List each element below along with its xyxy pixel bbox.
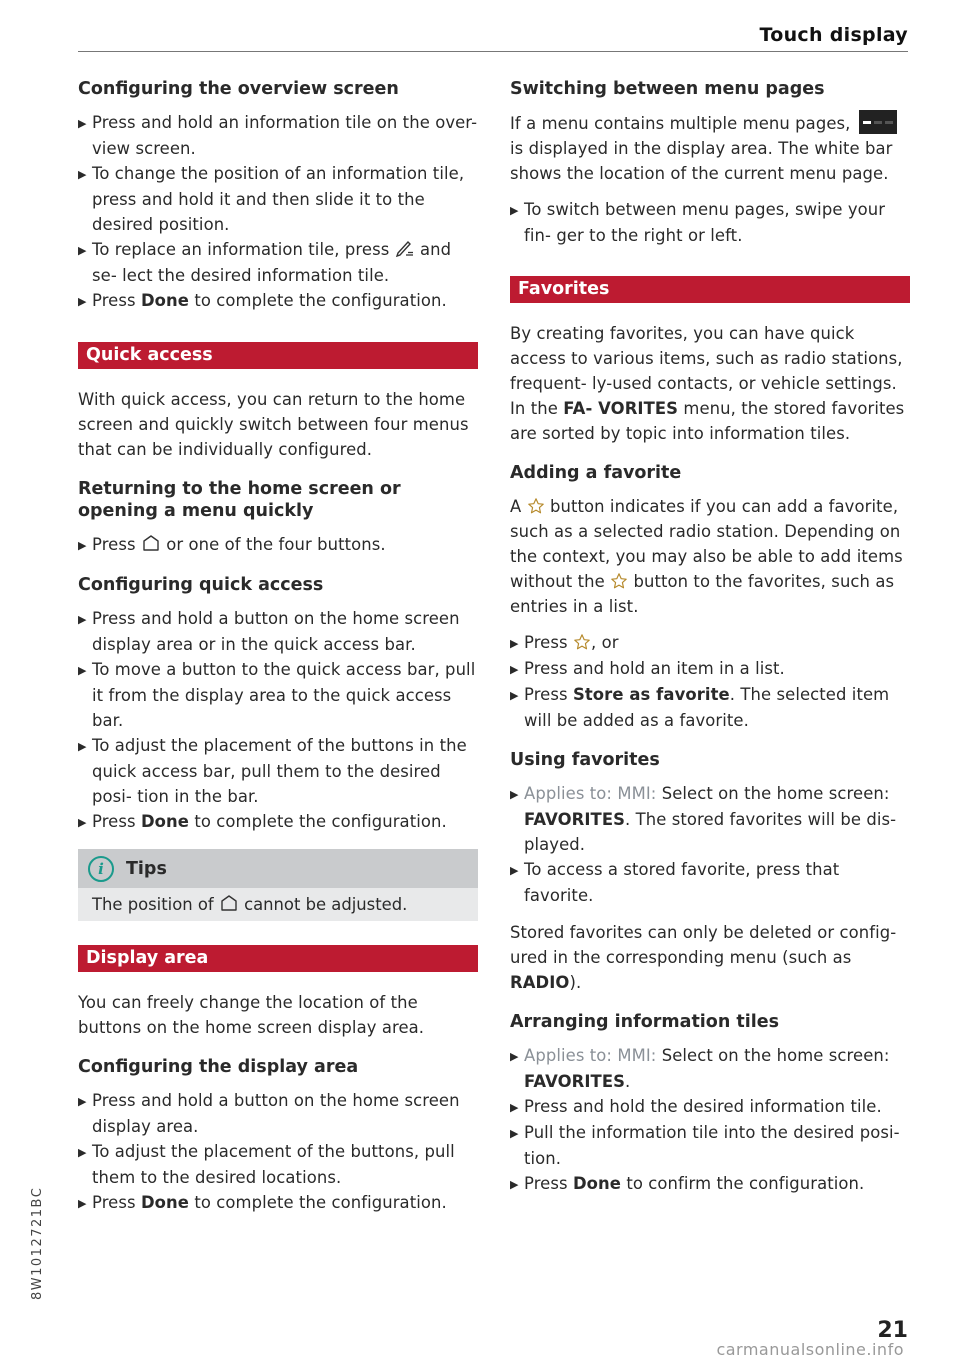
section-heading: Configuring quick access	[78, 575, 324, 595]
bullet-icon: ▶	[510, 663, 519, 676]
list-item: ▶ To access a stored favorite, press that favorite.	[510, 860, 840, 905]
section-band-quick-access: Quick access	[78, 342, 478, 369]
bullet-icon: ▶	[78, 816, 87, 829]
list-item: ▶ Press and hold an item in a list.	[510, 656, 910, 682]
section-heading: Returning to the home screen or opening a menu quickly	[78, 479, 401, 521]
list-item: ▶ To adjust the placement of the buttons, pull them to the desired locations.	[78, 1142, 455, 1187]
list-item: ▶ Press and hold a button on the home screen display area or in the quick access bar.	[78, 609, 460, 654]
bullet-icon: ▶	[78, 168, 87, 181]
instruction-list	[78, 606, 478, 835]
bullet-icon: ▶	[510, 1127, 519, 1140]
header-rule	[78, 51, 908, 52]
document-code: 8W1012721BC	[30, 1186, 45, 1300]
instruction-list	[510, 197, 910, 248]
list-item: ▶ Applies to: MMI: Select on the home screen: FAVORITES. The stored favorites will be dis- played.	[510, 784, 897, 854]
list-item: ▶ Press or one of the four buttons.	[78, 532, 478, 558]
bullet-icon: ▶	[78, 1197, 87, 1210]
tips-label: Tips	[126, 858, 167, 879]
list-item: ▶ Press Store as favorite. The selected item will be added as a favorite.	[510, 685, 890, 730]
list-item: ▶ Press Done to complete the configuration.	[78, 1190, 478, 1216]
bullet-icon: ▶	[78, 1095, 87, 1108]
bullet-icon: ▶	[510, 689, 519, 702]
bullet-icon: ▶	[510, 864, 519, 877]
list-item: ▶ Press and hold the desired information tile.	[510, 1094, 910, 1120]
page-number: 21	[877, 1318, 908, 1343]
list-item: ▶ Press and hold an information tile on the over- view screen.	[78, 113, 478, 158]
list-item: ▶ Press Done to complete the configuration.	[78, 288, 478, 314]
bullet-icon: ▶	[510, 204, 519, 217]
list-item: ▶ Press Done to complete the configuration.	[78, 809, 478, 835]
section-heading: Using favorites	[510, 750, 660, 770]
list-item: ▶ To move a button to the quick access bar, pull it from the display area to the quick access bar.	[78, 660, 476, 730]
section-heading: Adding a favorite	[510, 463, 682, 483]
bullet-icon: ▶	[510, 1178, 519, 1191]
star-outline-icon	[527, 497, 545, 515]
bullet-icon: ▶	[78, 244, 87, 257]
instruction-list	[510, 781, 910, 908]
bullet-icon: ▶	[510, 637, 519, 650]
paragraph: A button indicates if you can add a favorite, such as a selected radio station. Depending on the context, you may also be able to add items without the button to the favorites, such as entries in a list.	[510, 497, 903, 616]
page-header-title: Touch display	[759, 24, 908, 46]
left-column	[78, 76, 478, 1228]
list-item: ▶ Press and hold a button on the home screen display area.	[78, 1091, 460, 1136]
section-heading: Configuring the display area	[78, 1057, 359, 1077]
instruction-list	[78, 110, 478, 314]
star-outline-icon	[610, 572, 628, 590]
instruction-list	[510, 630, 910, 733]
bullet-icon: ▶	[510, 788, 519, 801]
list-item: ▶ To change the position of an information tile, press and hold it and then slide it to the desired position.	[78, 164, 465, 234]
watermark: carmanualsonline.info	[716, 1340, 904, 1359]
paragraph: With quick access, you can return to the home screen and quickly switch between four menus that can be individually configured.	[78, 390, 469, 459]
bullet-icon: ▶	[510, 1101, 519, 1114]
right-column	[510, 76, 910, 1209]
list-item: ▶ Pull the information tile into the desired posi- tion.	[510, 1123, 900, 1168]
list-item: ▶ To replace an information tile, press and se- lect the desired information tile.	[78, 240, 452, 285]
bullet-icon: ▶	[78, 117, 87, 130]
home-icon	[141, 533, 161, 553]
section-heading: Arranging information tiles	[510, 1012, 780, 1032]
bullet-icon: ▶	[78, 613, 87, 626]
pencil-edit-icon	[395, 238, 415, 258]
tips-header	[78, 849, 478, 888]
paragraph: Stored favorites can only be deleted or config- ured in the corresponding menu (such as RADIO).	[510, 923, 897, 992]
bullet-icon: ▶	[78, 664, 87, 677]
paragraph: By creating favorites, you can have quick access to various items, such as radio stations, frequent- ly-used contacts, or vehicle settings. In the FA- VORITES menu, the stored favorites are sorted by topic into information tiles.	[510, 324, 905, 443]
section-heading: Configuring the overview screen	[78, 79, 399, 99]
list-item: ▶ Press , or	[510, 630, 910, 656]
bullet-icon: ▶	[78, 1146, 87, 1159]
bullet-icon: ▶	[78, 740, 87, 753]
instruction-list	[78, 532, 478, 558]
list-item: ▶ To adjust the placement of the buttons in the quick access bar, pull them to the desired posi- tion in the bar.	[78, 736, 467, 806]
list-item: ▶ To switch between menu pages, swipe your fin- ger to the right or left.	[510, 200, 886, 245]
list-item: ▶ Press Done to confirm the configuration.	[510, 1171, 910, 1197]
paragraph: If a menu contains multiple menu pages, is displayed in the display area. The white bar shows the location of the current menu page.	[510, 110, 910, 186]
menu-pages-indicator-icon	[859, 110, 897, 134]
bullet-icon: ▶	[510, 1050, 519, 1063]
section-heading: Switching between menu pages	[510, 79, 825, 99]
tips-box	[78, 849, 478, 921]
home-icon	[219, 893, 239, 913]
instruction-list	[78, 1088, 478, 1216]
list-item: ▶ Applies to: MMI: Select on the home screen: FAVORITES.	[510, 1046, 890, 1091]
info-icon: i	[88, 856, 114, 882]
bullet-icon: ▶	[78, 539, 87, 552]
section-band-display-area: Display area	[78, 945, 478, 972]
paragraph: You can freely change the location of the buttons on the home screen display area.	[78, 993, 425, 1037]
star-outline-icon	[573, 633, 591, 651]
tips-body: The position of cannot be adjusted.	[78, 888, 478, 921]
bullet-icon: ▶	[78, 295, 87, 308]
section-band-favorites: Favorites	[510, 276, 910, 303]
instruction-list	[510, 1043, 910, 1197]
